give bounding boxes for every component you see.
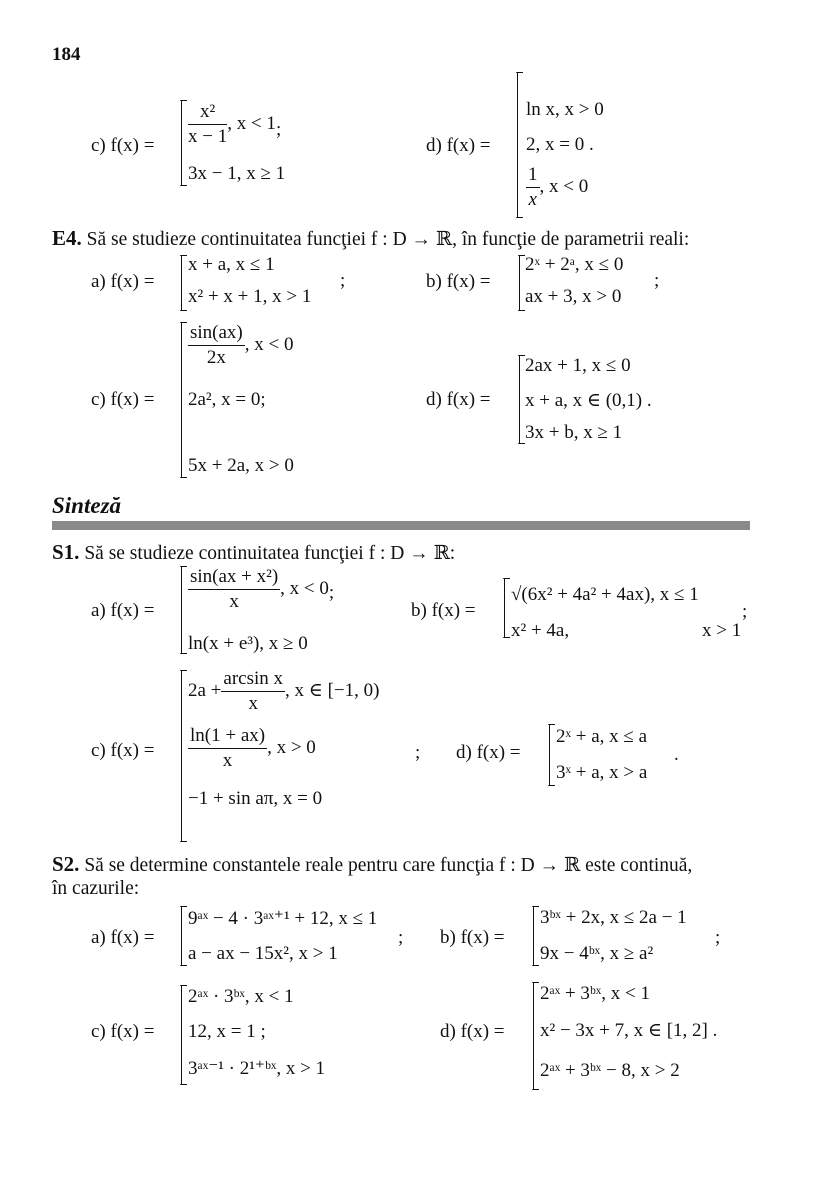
piece-line: ln(x + e³), x ≥ 0 bbox=[188, 633, 308, 654]
exercise-header: S1. Să se studieze continuitatea funcţiei f : D → ℝ: bbox=[52, 540, 456, 564]
semicolon: ; bbox=[340, 270, 346, 291]
piece-line: 2ᵃˣ + 3ᵇˣ − 8, x > 2 bbox=[540, 1060, 680, 1081]
piece-line: 2ˣ + 2ᵃ, x ≤ 0 bbox=[525, 254, 624, 275]
brace bbox=[533, 982, 534, 1090]
brace bbox=[519, 255, 520, 311]
brace bbox=[181, 322, 182, 478]
brace bbox=[181, 985, 182, 1085]
piece-line: x² + 4a, bbox=[511, 620, 570, 641]
semicolon: ; bbox=[742, 601, 748, 622]
ex-d-label: d) f(x) = bbox=[426, 135, 491, 156]
ex-d-label: d) f(x) = bbox=[426, 389, 491, 410]
piece-line: 3ᵃˣ⁻¹ · 2¹⁺ᵇˣ, x > 1 bbox=[188, 1058, 326, 1079]
piece-line: 2, x = 0 . bbox=[526, 134, 594, 155]
brace bbox=[549, 724, 550, 786]
piece-fraction: $\frac{\text{x²}}{x - 1}$ , x < 1; bbox=[188, 101, 282, 147]
piece-line: 3ˣ + a, x > a bbox=[556, 762, 648, 783]
ex-c-label: c) f(x) = bbox=[91, 740, 155, 761]
piece-line: 3x + b, x ≥ 1 bbox=[525, 422, 623, 443]
brace bbox=[181, 906, 182, 966]
section-divider bbox=[52, 521, 750, 530]
exercise-header-cont: în cazurile: bbox=[52, 878, 140, 899]
page-number: 184 bbox=[52, 44, 81, 65]
piece-line: 5x + 2a, x > 0 bbox=[188, 455, 294, 476]
piece-line: 2ˣ + a, x ≤ a bbox=[556, 726, 648, 747]
ex-d-label: d) f(x) = bbox=[440, 1021, 505, 1042]
piece-line: −1 + sin aπ, x = 0 bbox=[188, 788, 323, 809]
piece-fraction: $\frac{\text{sin(ax + x²)}}{x}$ , x < 0; bbox=[190, 566, 335, 612]
piece-line: x² + x + 1, x > 1 bbox=[188, 286, 312, 307]
ex-a-label: a) f(x) = bbox=[91, 271, 155, 292]
piece-line: a − ax − 15x², x > 1 bbox=[188, 943, 338, 964]
brace bbox=[533, 906, 534, 966]
piece-line: x + a, x ∈ (0,1) . bbox=[525, 390, 652, 411]
ex-a-label: a) f(x) = bbox=[91, 927, 155, 948]
brace bbox=[504, 578, 505, 638]
brace bbox=[181, 100, 182, 186]
piece-line: 2a², x = 0; bbox=[188, 389, 266, 410]
semicolon: ; bbox=[398, 927, 404, 948]
section-title: Sinteză bbox=[52, 493, 122, 518]
ex-b-label: b) f(x) = bbox=[440, 927, 505, 948]
ex-d-label: d) f(x) = bbox=[456, 742, 521, 763]
semicolon: ; bbox=[654, 270, 660, 291]
piece-fraction: $\frac{1}{x}$ , x < 0 bbox=[528, 164, 589, 210]
piece-fraction: $\frac{\sin(ax)}{2x}$ , x < 0 bbox=[190, 322, 294, 368]
piece-line: x² − 3x + 7, x ∈ [1, 2] . bbox=[540, 1020, 718, 1041]
piece-line: 9x − 4ᵇˣ, x ≥ a² bbox=[540, 943, 654, 964]
piece-fraction: $\frac{\ln(1 + ax)}{x}$ , x > 0 bbox=[190, 725, 316, 771]
brace bbox=[181, 255, 182, 311]
brace bbox=[519, 355, 520, 444]
exercise-header: E4. Să se studieze continuitatea funcţiei f : D → ℝ, în funcţie de parametrii reali: bbox=[52, 226, 690, 250]
semicolon: ; bbox=[415, 742, 421, 763]
piece-line: x > 1 bbox=[702, 620, 742, 641]
ex-c-label: c) f(x) = bbox=[91, 389, 155, 410]
piece-line: ax + 3, x > 0 bbox=[525, 286, 622, 307]
piece-line: x + a, x ≤ 1 bbox=[188, 254, 275, 275]
piece-line: √(6x² + 4a² + 4ax), x ≤ 1 bbox=[511, 584, 699, 605]
piece-line: 2ᵃˣ · 3ᵇˣ, x < 1 bbox=[188, 986, 294, 1007]
piece-line: 3ᵇˣ + 2x, x ≤ 2a − 1 bbox=[540, 907, 687, 928]
ex-c-label: c) f(x) = bbox=[91, 1021, 155, 1042]
piece-line: 12, x = 1 ; bbox=[188, 1021, 266, 1042]
brace bbox=[517, 72, 518, 218]
semicolon: ; bbox=[715, 927, 721, 948]
brace bbox=[181, 670, 182, 842]
ex-c-label: c) f(x) = bbox=[91, 135, 155, 156]
piece-line: 9ᵃˣ − 4 · 3ᵃˣ⁺¹ + 12, x ≤ 1 bbox=[188, 908, 378, 929]
ex-b-label: b) f(x) = bbox=[426, 271, 491, 292]
ex-a-label: a) f(x) = bbox=[91, 600, 155, 621]
piece-line: ln x, x > 0 bbox=[526, 99, 604, 120]
piece-line: 2ax + 1, x ≤ 0 bbox=[525, 355, 631, 376]
exercise-header: S2. Să se determine constantele reale pentru care funcţia f : D → ℝ este continuă, bbox=[52, 852, 693, 876]
piece-line: 2ᵃˣ + 3ᵇˣ, x < 1 bbox=[540, 983, 650, 1004]
piece-line: 3x − 1, x ≥ 1 bbox=[188, 163, 286, 184]
piece-fraction: 2a + $\frac{\text{arcsin x}}{x}$ , x ∈ [−1, 0) bbox=[188, 668, 380, 714]
period: . bbox=[674, 744, 679, 765]
brace bbox=[181, 566, 182, 654]
ex-b-label: b) f(x) = bbox=[411, 600, 476, 621]
